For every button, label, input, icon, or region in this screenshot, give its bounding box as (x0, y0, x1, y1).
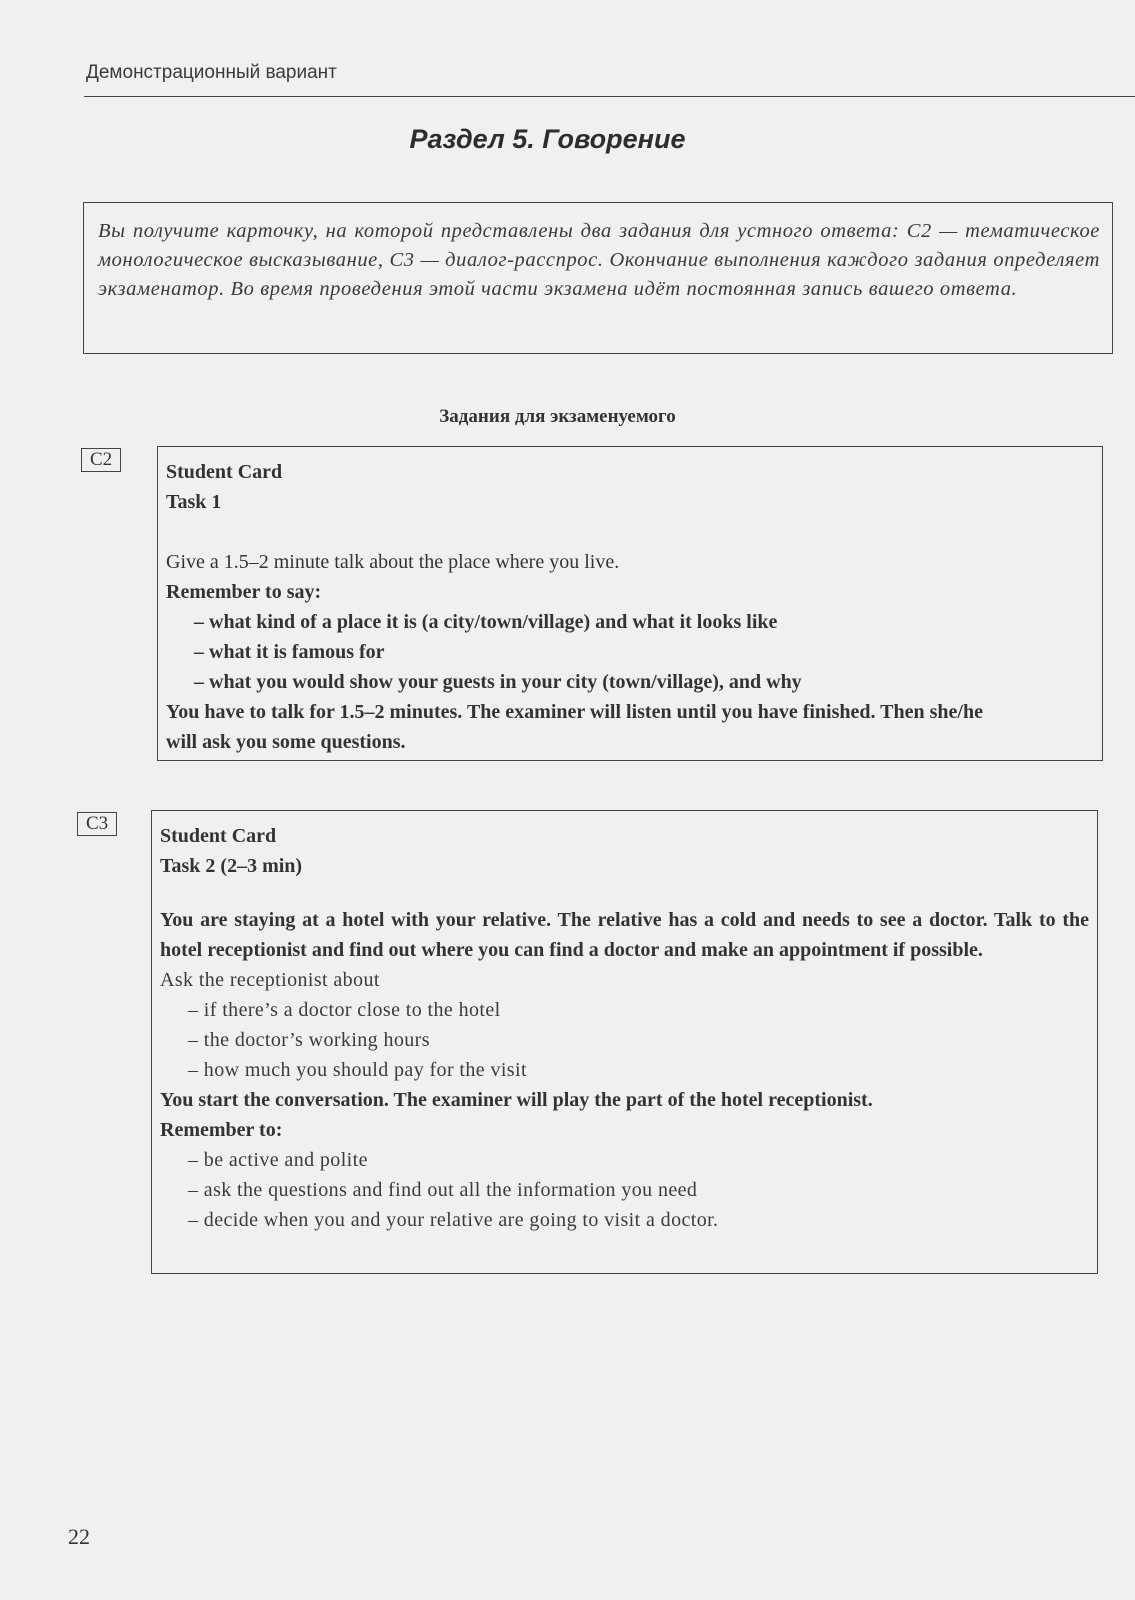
list-item: – what you would show your guests in your city (town/village), and why (194, 671, 802, 693)
list-item: – the doctor’s working hours (188, 1029, 430, 1051)
task-label-c3: C3 (77, 812, 117, 836)
page-number: 22 (68, 1524, 90, 1549)
list-item: – decide when you and your relative are going to visit a doctor. (188, 1209, 719, 1231)
card-title: Student Card (166, 461, 283, 483)
student-card-c3 (151, 810, 1098, 1274)
running-head: Демонстрационный вариант (86, 62, 337, 83)
tasks-heading: Задания для экзаменуемого (439, 406, 676, 427)
instructions-text: Вы получите карточку, на которой представлены два задания для устного ответа: С2 — тематическое монологическое высказывание, С3 — диалог-расспрос. Окончание выполнения каждого задания определяет экзаменатор. Во время проведения этой части экзамена идёт постоянная запись вашего ответа. (98, 220, 1100, 300)
task-title: Task 2 (2–3 min) (160, 855, 303, 877)
task-prompt: Give a 1.5–2 minute talk about the place where you live. (166, 551, 620, 573)
task-title: Task 1 (166, 491, 222, 513)
instructions-box (83, 202, 1113, 354)
list-item: – be active and polite (188, 1149, 368, 1171)
header-rule (84, 96, 1135, 97)
remember-label: Remember to say: (166, 581, 322, 603)
list-item: – ask the questions and find out all the information you need (188, 1179, 698, 1201)
card-title: Student Card (160, 825, 277, 847)
list-item: – how much you should pay for the visit (188, 1059, 527, 1081)
task-label-c2: C2 (81, 448, 121, 472)
list-item: – what kind of a place it is (a city/town/village) and what it looks like (194, 611, 778, 633)
list-item: – if there’s a doctor close to the hotel (188, 999, 501, 1021)
start-line: You start the conversation. The examiner will play the part of the hotel receptionist. (160, 1089, 873, 1111)
student-card-c2 (157, 446, 1103, 761)
ask-label: Ask the receptionist about (160, 969, 380, 991)
section-title: Раздел 5. Говорение (409, 124, 686, 154)
list-item: – what it is famous for (194, 641, 385, 663)
remember-label: Remember to: (160, 1119, 283, 1141)
closing-text: You have to talk for 1.5–2 minutes. The examiner will listen until you have finished. Then she/he will ask you some questions. (166, 701, 983, 753)
situation-text: You are staying at a hotel with your relative. The relative has a cold and needs to see a doctor. Talk to the hotel receptionist and find out where you can find a doctor and make an appointment if possible. (160, 909, 1089, 961)
